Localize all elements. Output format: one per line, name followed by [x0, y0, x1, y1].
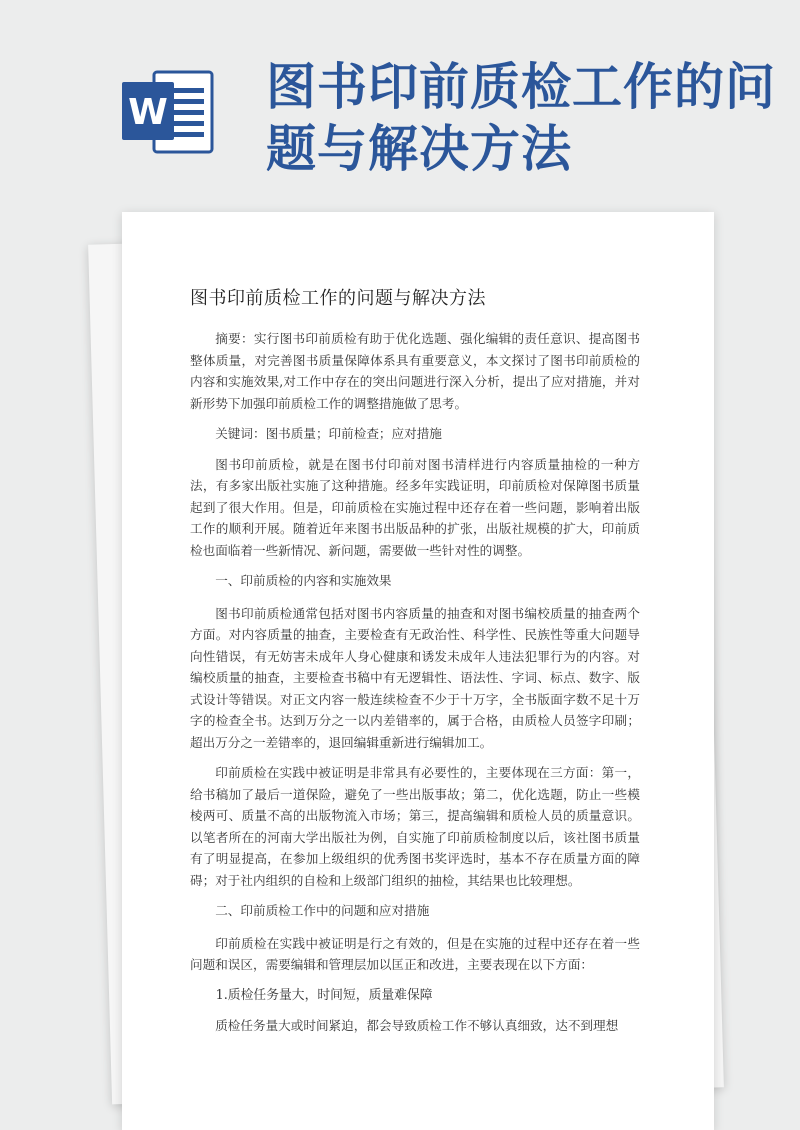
document-page — [122, 212, 714, 1130]
section-heading-2: 二、印前质检工作中的问题和应对措施 — [215, 903, 430, 918]
intro-paragraph: 图书印前质检，就是在图书付印前对图书清样进行内容质量抽检的一种方法，有多家出版社实施了这种措施。经多年实践证明，印前质检对保障图书质量起到了很大作用。但是，印前质检在实施过程中还存在着一些问题，影响着出版工作的顺利开展。随着近年来图书出版品种的扩张，出版社规模的扩大，印前质检也面临着一些新情况、新问题，需要做一些针对性的调整。 — [190, 456, 640, 558]
word-document-icon — [120, 64, 216, 160]
subsection-heading: 1.质检任务量大，时间短，质量难保障 — [215, 987, 433, 1003]
body-paragraph: 印前质检在实践中被证明是非常具有必要性的，主要体现在三方面：第一，给书稿加了最后一道保险，避免了一些出版事故；第二，优化选题，防止一些模棱两可、质量不高的出版物流入市场；第三，提高编辑和质检人员的质量意识。以笔者所在的河南大学出版社为例，自实施了印前质检制度以后，该社图书质量有了明显提高，在参加上级组织的优秀图书奖评选时，基本不存在质量方面的障碍；对于社内组织的自检和上级部门组织的抽检，其结果也比较理想。 — [190, 765, 640, 888]
body-paragraph: 印前质检在实践中被证明是行之有效的，但是在实施的过程中还存在着一些问题和误区，需要编辑和管理层加以匡正和改进，主要表现在以下方面： — [190, 935, 640, 972]
document-body — [190, 328, 640, 1037]
keywords-paragraph: 关键词：图书质量；印前检查；应对措施 — [215, 426, 442, 441]
page-title: 图书印前质检工作的问题与解决方法 — [266, 58, 776, 178]
section-heading-1: 一、印前质检的内容和实施效果 — [215, 573, 392, 588]
document-title: 图书印前质检工作的问题与解决方法 — [190, 288, 486, 309]
word-icon-letter: W — [128, 92, 168, 133]
header — [0, 0, 800, 200]
abstract-paragraph: 摘要：实行图书印前质检有助于优化选题、强化编辑的责任意识、提高图书整体质量，对完善图书质量保障体系具有重要意义，本文探讨了图书印前质检的内容和实施效果,对工作中存在的突出问题进行深入分析，提出了应对措施，并对新形势下加强印前质检工作的调整措施做了思考。 — [190, 331, 640, 411]
body-paragraph: 质检任务量大或时间紧迫，都会导致质检工作不够认真细致，达不到理想 — [215, 1018, 619, 1033]
body-paragraph: 图书印前质检通常包括对图书内容质量的抽查和对图书编校质量的抽查两个方面。对内容质量的抽查，主要检查有无政治性、科学性、民族性等重大问题导向性错误，有无妨害未成年人身心健康和诱发未成年人违法犯罪行为的内容。对编校质量的抽查，主要检查书稿中有无逻辑性、语法性、字词、标点、数字、版式设计等错误。对正文内容一般连续检查不少于十万字，全书版面字数不足十万字的检查全书。达到万分之一以内差错率的，属于合格，由质检人员签字印刷；超出万分之一差错率的，退回编辑重新进行编辑加工。 — [190, 605, 640, 750]
